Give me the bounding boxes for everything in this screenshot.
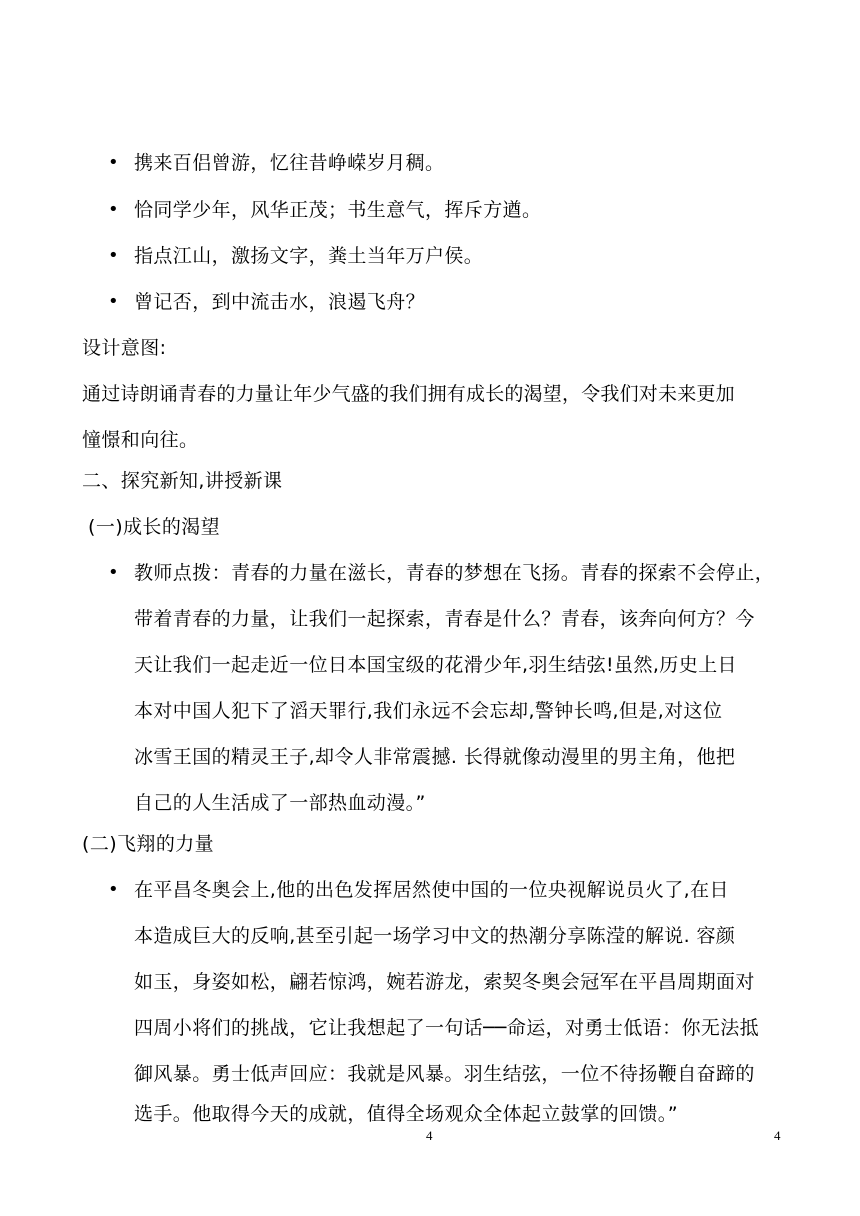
bullet-marker: •	[108, 152, 119, 173]
design-intent-text: 通过诗朗诵青春的力量让年少气盛的我们拥有成长的渴望，令我们对未来更加	[82, 383, 735, 405]
paragraph-line: 带着青春的力量，让我们一起探索，青春是什么？青春，该奔向何方？今	[134, 608, 755, 630]
paragraph-line: 御风暴。勇士低声回应：我就是风暴。羽生结弦，一位不待扬鞭自奋蹄的	[134, 1063, 755, 1085]
poem-line: 指点江山，激扬文字，粪土当年万户侯。	[134, 245, 484, 267]
poem-line: 携来百侣曾游，忆往昔峥嵘岁月稠。	[134, 152, 445, 174]
paragraph-line: 冰雪王国的精灵王子,却令人非常震撼. 长得就像动漫里的男主角，他把	[134, 746, 736, 768]
paragraph-line: 本对中国人犯下了滔天罪行,我们永远不会忘却,警钟长鸣,但是,对这位	[134, 700, 723, 722]
paragraph-line: 如玉，身姿如松，翩若惊鸿，婉若游龙，索契冬奥会冠军在平昌周期面对	[134, 971, 755, 993]
poem-line: 曾记否，到中流击水，浪遏飞舟？	[134, 291, 426, 313]
paragraph-line: 天让我们一起走近一位日本国宝级的花滑少年,羽生结弦!虽然,历史上日	[134, 654, 737, 676]
design-intent-heading: 设计意图:	[82, 337, 167, 359]
paragraph-line: 在平昌冬奥会上,他的出色发挥居然使中国的一位央视解说员火了,在日	[134, 879, 729, 901]
paragraph-line: 选手。他取得今天的成就，值得全场观众全体起立鼓掌的回馈。”	[134, 1103, 678, 1125]
bullet-marker: •	[108, 199, 119, 220]
section-heading: 二、探究新知,讲授新课	[82, 470, 283, 492]
page-number-right: 4	[774, 1128, 781, 1143]
paragraph-line: 本造成巨大的反响,甚至引起一场学习中文的热潮分享陈滢的解说. 容颜	[134, 925, 736, 947]
subsection-heading: (一)成长的渴望	[88, 516, 221, 538]
bullet-marker: •	[108, 291, 119, 312]
page-number-center: 4	[426, 1128, 433, 1143]
bullet-marker: •	[108, 245, 119, 266]
paragraph-line: 自己的人生活成了一部热血动漫。”	[134, 792, 426, 814]
design-intent-text: 憧憬和向往。	[82, 429, 199, 451]
poem-line: 恰同学少年，风华正茂；书生意气，挥斥方遒。	[134, 199, 542, 221]
bullet-marker: •	[108, 562, 119, 583]
paragraph-line: 教师点拨：青春的力量在滋长，青春的梦想在飞扬。青春的探索不会停止，	[134, 562, 775, 584]
bullet-marker: •	[108, 879, 119, 900]
subsection-heading: (二)飞翔的力量	[82, 833, 215, 855]
paragraph-line: 四周小将们的挑战，它让我想起了一句话──命运，对勇士低语：你无法抵	[134, 1017, 760, 1039]
